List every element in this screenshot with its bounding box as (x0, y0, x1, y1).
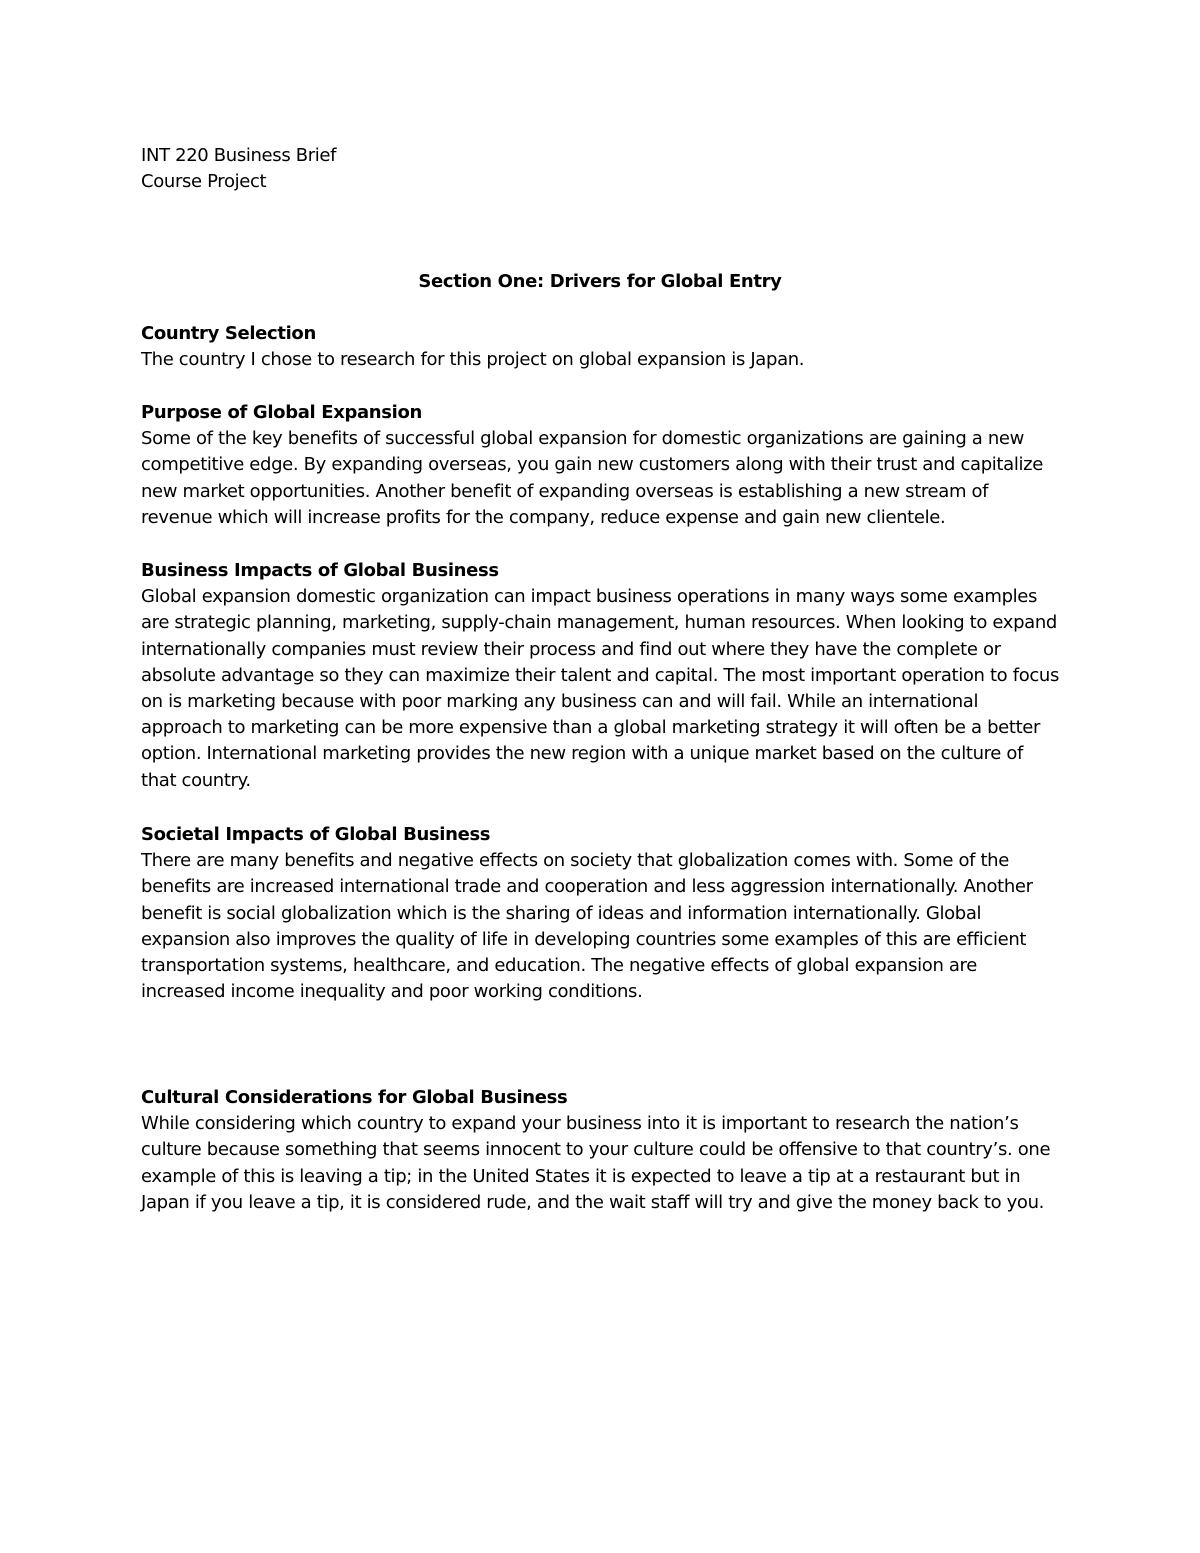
paragraph-line: new market opportunities. Another benefit of expanding overseas is establishing a new stream of (141, 480, 989, 502)
paragraph-line: The country I chose to research for this project on global expansion is Japan. (141, 349, 805, 371)
paragraph-line: There are many benefits and negative effects on society that globalization comes with. Some of the (141, 850, 1009, 872)
section-purpose-of-global-expansion (141, 400, 1061, 531)
section-heading: Cultural Considerations for Global Business (141, 1087, 568, 1108)
section-title: Section One: Drivers for Global Entry (418, 271, 782, 292)
section-country-selection (141, 321, 1061, 373)
section-societal-impacts (141, 822, 1061, 1005)
section-heading: Societal Impacts of Global Business (141, 824, 491, 845)
paragraph-line: increased income inequality and poor working conditions. (141, 981, 643, 1003)
section-heading: Purpose of Global Expansion (141, 402, 422, 423)
section-business-impacts (141, 558, 1061, 794)
document-header (141, 143, 336, 195)
paragraph-line: expansion also improves the quality of life in developing countries some examples of this are efficient (141, 928, 1027, 950)
paragraph-line: revenue which will increase profits for the company, reduce expense and gain new clientele. (141, 506, 946, 528)
document-page (141, 0, 1061, 1553)
paragraph-line: example of this is leaving a tip; in the United States it is expected to leave a tip at a restaurant but in (141, 1165, 1021, 1187)
paragraph-line: culture because something that seems innocent to your culture could be offensive to that country’s. one (141, 1139, 1051, 1161)
paragraph-line: Japan if you leave a tip, it is considered rude, and the wait staff will try and give the money back to you. (141, 1191, 1044, 1213)
paragraph-line: are strategic planning, marketing, supply-chain management, human resources. When looking to expand (141, 612, 1057, 634)
section-heading: Business Impacts of Global Business (141, 560, 499, 581)
paragraph-line: absolute advantage so they can maximize their talent and capital. The most important operation to focus (141, 664, 1060, 686)
section-cultural-considerations (141, 1085, 1061, 1216)
paragraph-line: that country. (141, 769, 251, 791)
paragraph-line: benefits are increased international trade and cooperation and less aggression internationally. Another (141, 876, 1033, 898)
course-title: INT 220 Business Brief (141, 145, 337, 166)
paragraph-line: approach to marketing can be more expensive than a global marketing strategy it will often be a better (141, 717, 1041, 739)
paragraph-line: transportation systems, healthcare, and education. The negative effects of global expansion are (141, 955, 977, 977)
paragraph-line: competitive edge. By expanding overseas, you gain new customers along with their trust and capitalize (141, 454, 1043, 476)
paragraph-line: on is marketing because with poor marking any business can and will fail. While an international (141, 691, 979, 713)
section-heading: Country Selection (141, 323, 316, 344)
paragraph-line: Some of the key benefits of successful global expansion for domestic organizations are gaining a new (141, 428, 1024, 450)
paragraph-line: option. International marketing provides the new region with a unique market based on the culture of (141, 743, 1024, 765)
course-subtitle: Course Project (141, 171, 267, 193)
paragraph-line: While considering which country to expand your business into it is important to research the nation’s (141, 1113, 1019, 1135)
paragraph-line: internationally companies must review their process and find out where they have the complete or (141, 638, 1001, 660)
paragraph-line: benefit is social globalization which is the sharing of ideas and information internationally. Global (141, 902, 982, 924)
paragraph-line: Global expansion domestic organization can impact business operations in many ways some examples (141, 586, 1038, 608)
